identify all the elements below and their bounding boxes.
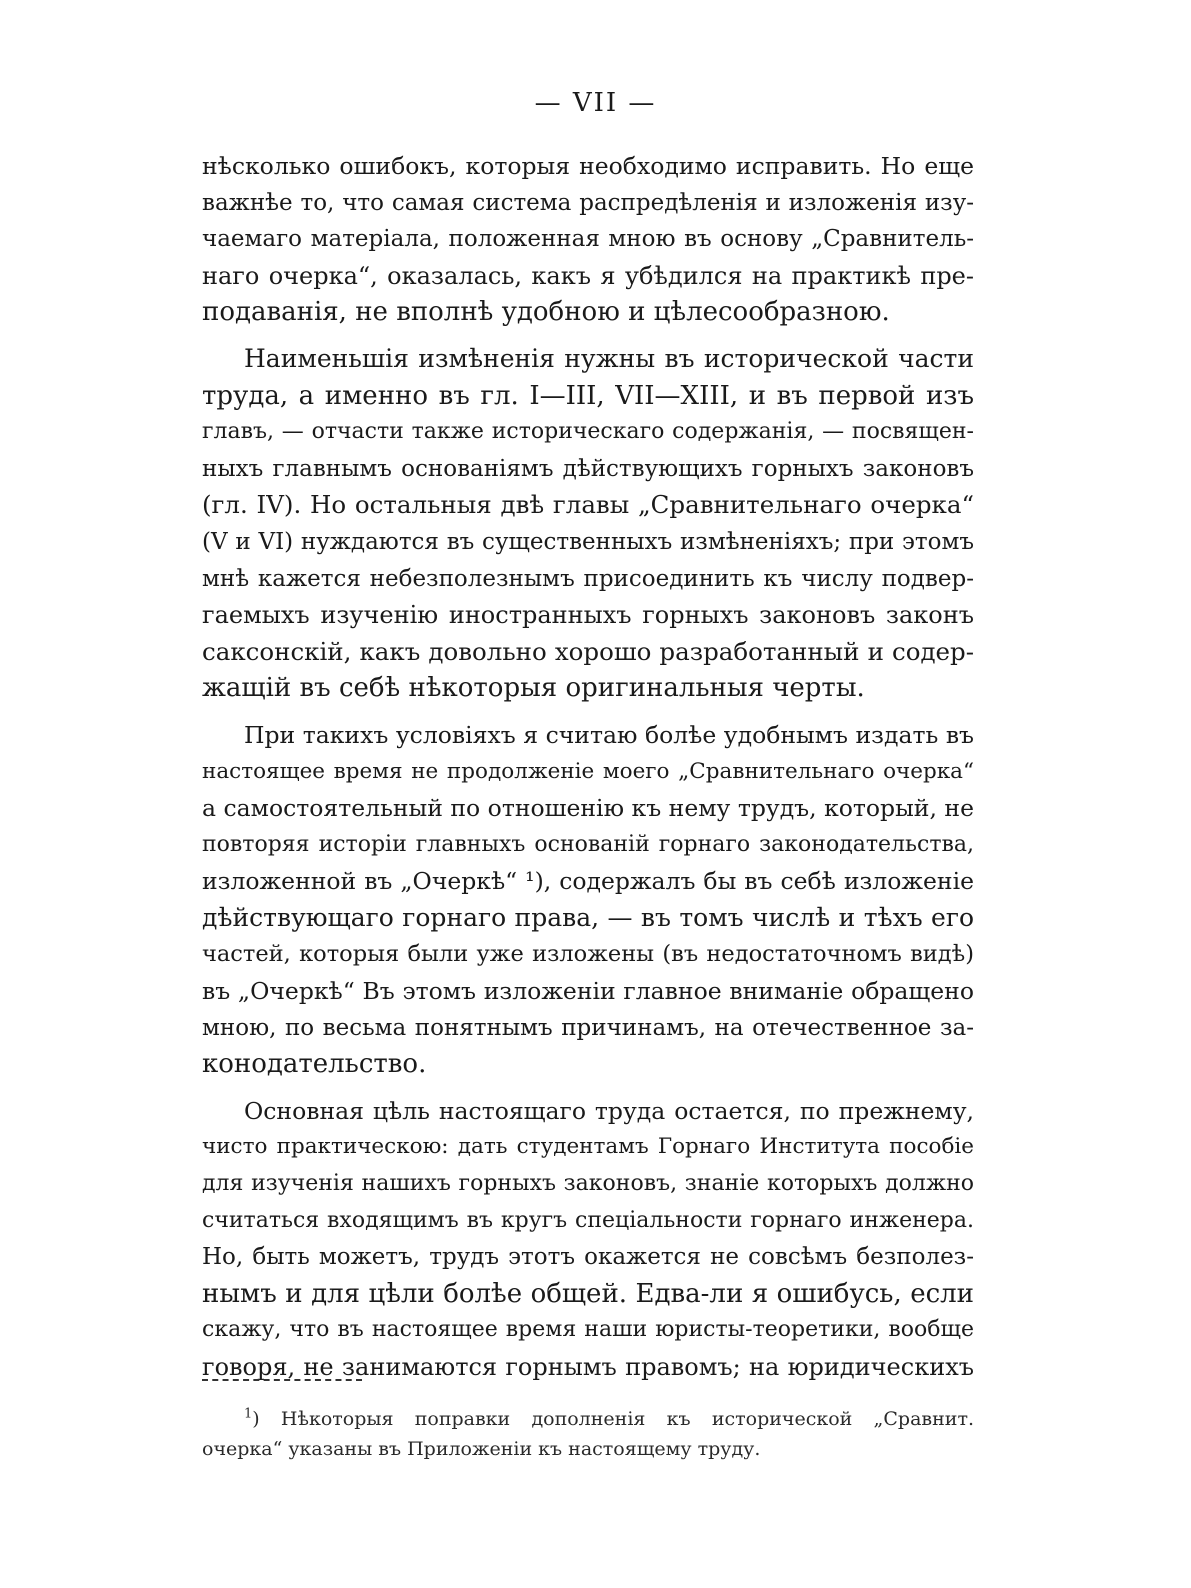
text-line: жащій въ себѣ нѣкоторыя оригинальныя черты. [202, 673, 865, 704]
text-line: чаемаго матеріала, положенная мною въ основу „Сравнитель- [202, 226, 974, 253]
text-line: Наименьшія измѣненія нужны въ исторической части [244, 343, 974, 373]
paragraph [202, 1093, 974, 1386]
page-number: — VII — [534, 88, 657, 118]
text-line: Но, быть можетъ, трудъ этотъ окажется не совсѣмъ безполез- [202, 1244, 974, 1271]
footnote-line: очерка“ указаны въ Приложеніи къ настоящему труду. [202, 1438, 761, 1460]
text-line: подаванія, не вполнѣ удобною и цѣлесообразною. [202, 297, 890, 328]
text-line: говоря, не занимаются горнымъ правомъ; на юридическихъ [202, 1353, 974, 1381]
text-line: дѣйствующаго горнаго права, — въ томъ числѣ и тѣхъ его [202, 902, 974, 932]
paragraph [202, 341, 974, 707]
text-line: для изученія нашихъ горныхъ законовъ, знаніе которыхъ должно [202, 1171, 974, 1197]
text-line: мною, по весьма понятнымъ причинамъ, на отечественное за- [202, 1014, 974, 1041]
text-line: частей, которыя были уже изложены (въ недостаточномъ видѣ) [202, 941, 974, 968]
text-line: Основная цѣль настоящаго труда остается, по прежнему, [244, 1096, 974, 1125]
paragraph [202, 717, 974, 1083]
text-line: а самостоятельный по отношенію къ нему трудъ, который, не [202, 794, 974, 823]
main-text [202, 148, 974, 1386]
text-line: При такихъ условіяхъ я считаю болѣе удобнымъ издать въ [244, 720, 974, 749]
text-line: ныхъ главнымъ основаніямъ дѣйствующихъ горныхъ законовъ [202, 455, 974, 482]
text-line: мнѣ кажется небезполезнымъ присоединить къ числу подвер- [202, 565, 974, 592]
text-line: чисто практическою: дать студентамъ Горнаго Института пособіе [202, 1134, 974, 1160]
text-line: конодательство. [202, 1049, 427, 1080]
text-line: нѣсколько ошибокъ, которыя необходимо исправить. Но еще [202, 152, 974, 180]
footnote-separator [202, 1379, 362, 1383]
text-line: скажу, что въ настоящее время наши юристы-теоретики, вообще [202, 1317, 974, 1343]
text-line: считаться входящимъ въ кругъ спеціальности горнаго инженера. [202, 1207, 974, 1233]
footnote-marker: 1 [244, 1406, 253, 1422]
text-line: нымъ и для цѣли болѣе общей. Едва-ли я ошибусь, если [202, 1278, 974, 1309]
text-line: настоящее время не продолженіе моего „Сравнительнаго очерка“ [202, 758, 974, 784]
text-line: важнѣе то, что самая система распредѣленія и изложенія изу- [202, 189, 974, 216]
text-line: изложенной въ „Очеркѣ“ ¹), содержалъ бы въ себѣ изложеніе [202, 867, 974, 896]
text-line: (гл. IV). Но остальныя двѣ главы „Сравнительнаго очерка“ [202, 490, 974, 520]
paragraph [202, 148, 974, 331]
text-line: (V и VI) нуждаются въ существенныхъ измѣненіяхъ; при этомъ [202, 528, 974, 555]
text-line: гаемыхъ изученію иностранныхъ горныхъ законовъ законъ [202, 601, 974, 630]
text-line: труда, а именно въ гл. I—III, VII—XIII, и въ первой изъ [202, 380, 974, 411]
footnote-text: ) Нѣкоторыя поправки дополненія къ исторической „Сравнит. [252, 1408, 974, 1430]
text-line: главъ, — отчасти также историческаго содержанія, — посвящен- [202, 419, 974, 445]
text-line: повторяя исторіи главныхъ основаній горнаго законодательства, [202, 831, 974, 857]
text-line: саксонскій, какъ довольно хорошо разработанный и содер- [202, 636, 974, 666]
text-line: наго очерка“, оказалась, какъ я убѣдился на практикѣ пре- [202, 261, 974, 290]
footnote-line [202, 1404, 974, 1434]
text-line: въ „Очеркѣ“ Въ этомъ изложеніи главное вниманіе обращено [202, 977, 974, 1006]
footnote [202, 1404, 974, 1464]
